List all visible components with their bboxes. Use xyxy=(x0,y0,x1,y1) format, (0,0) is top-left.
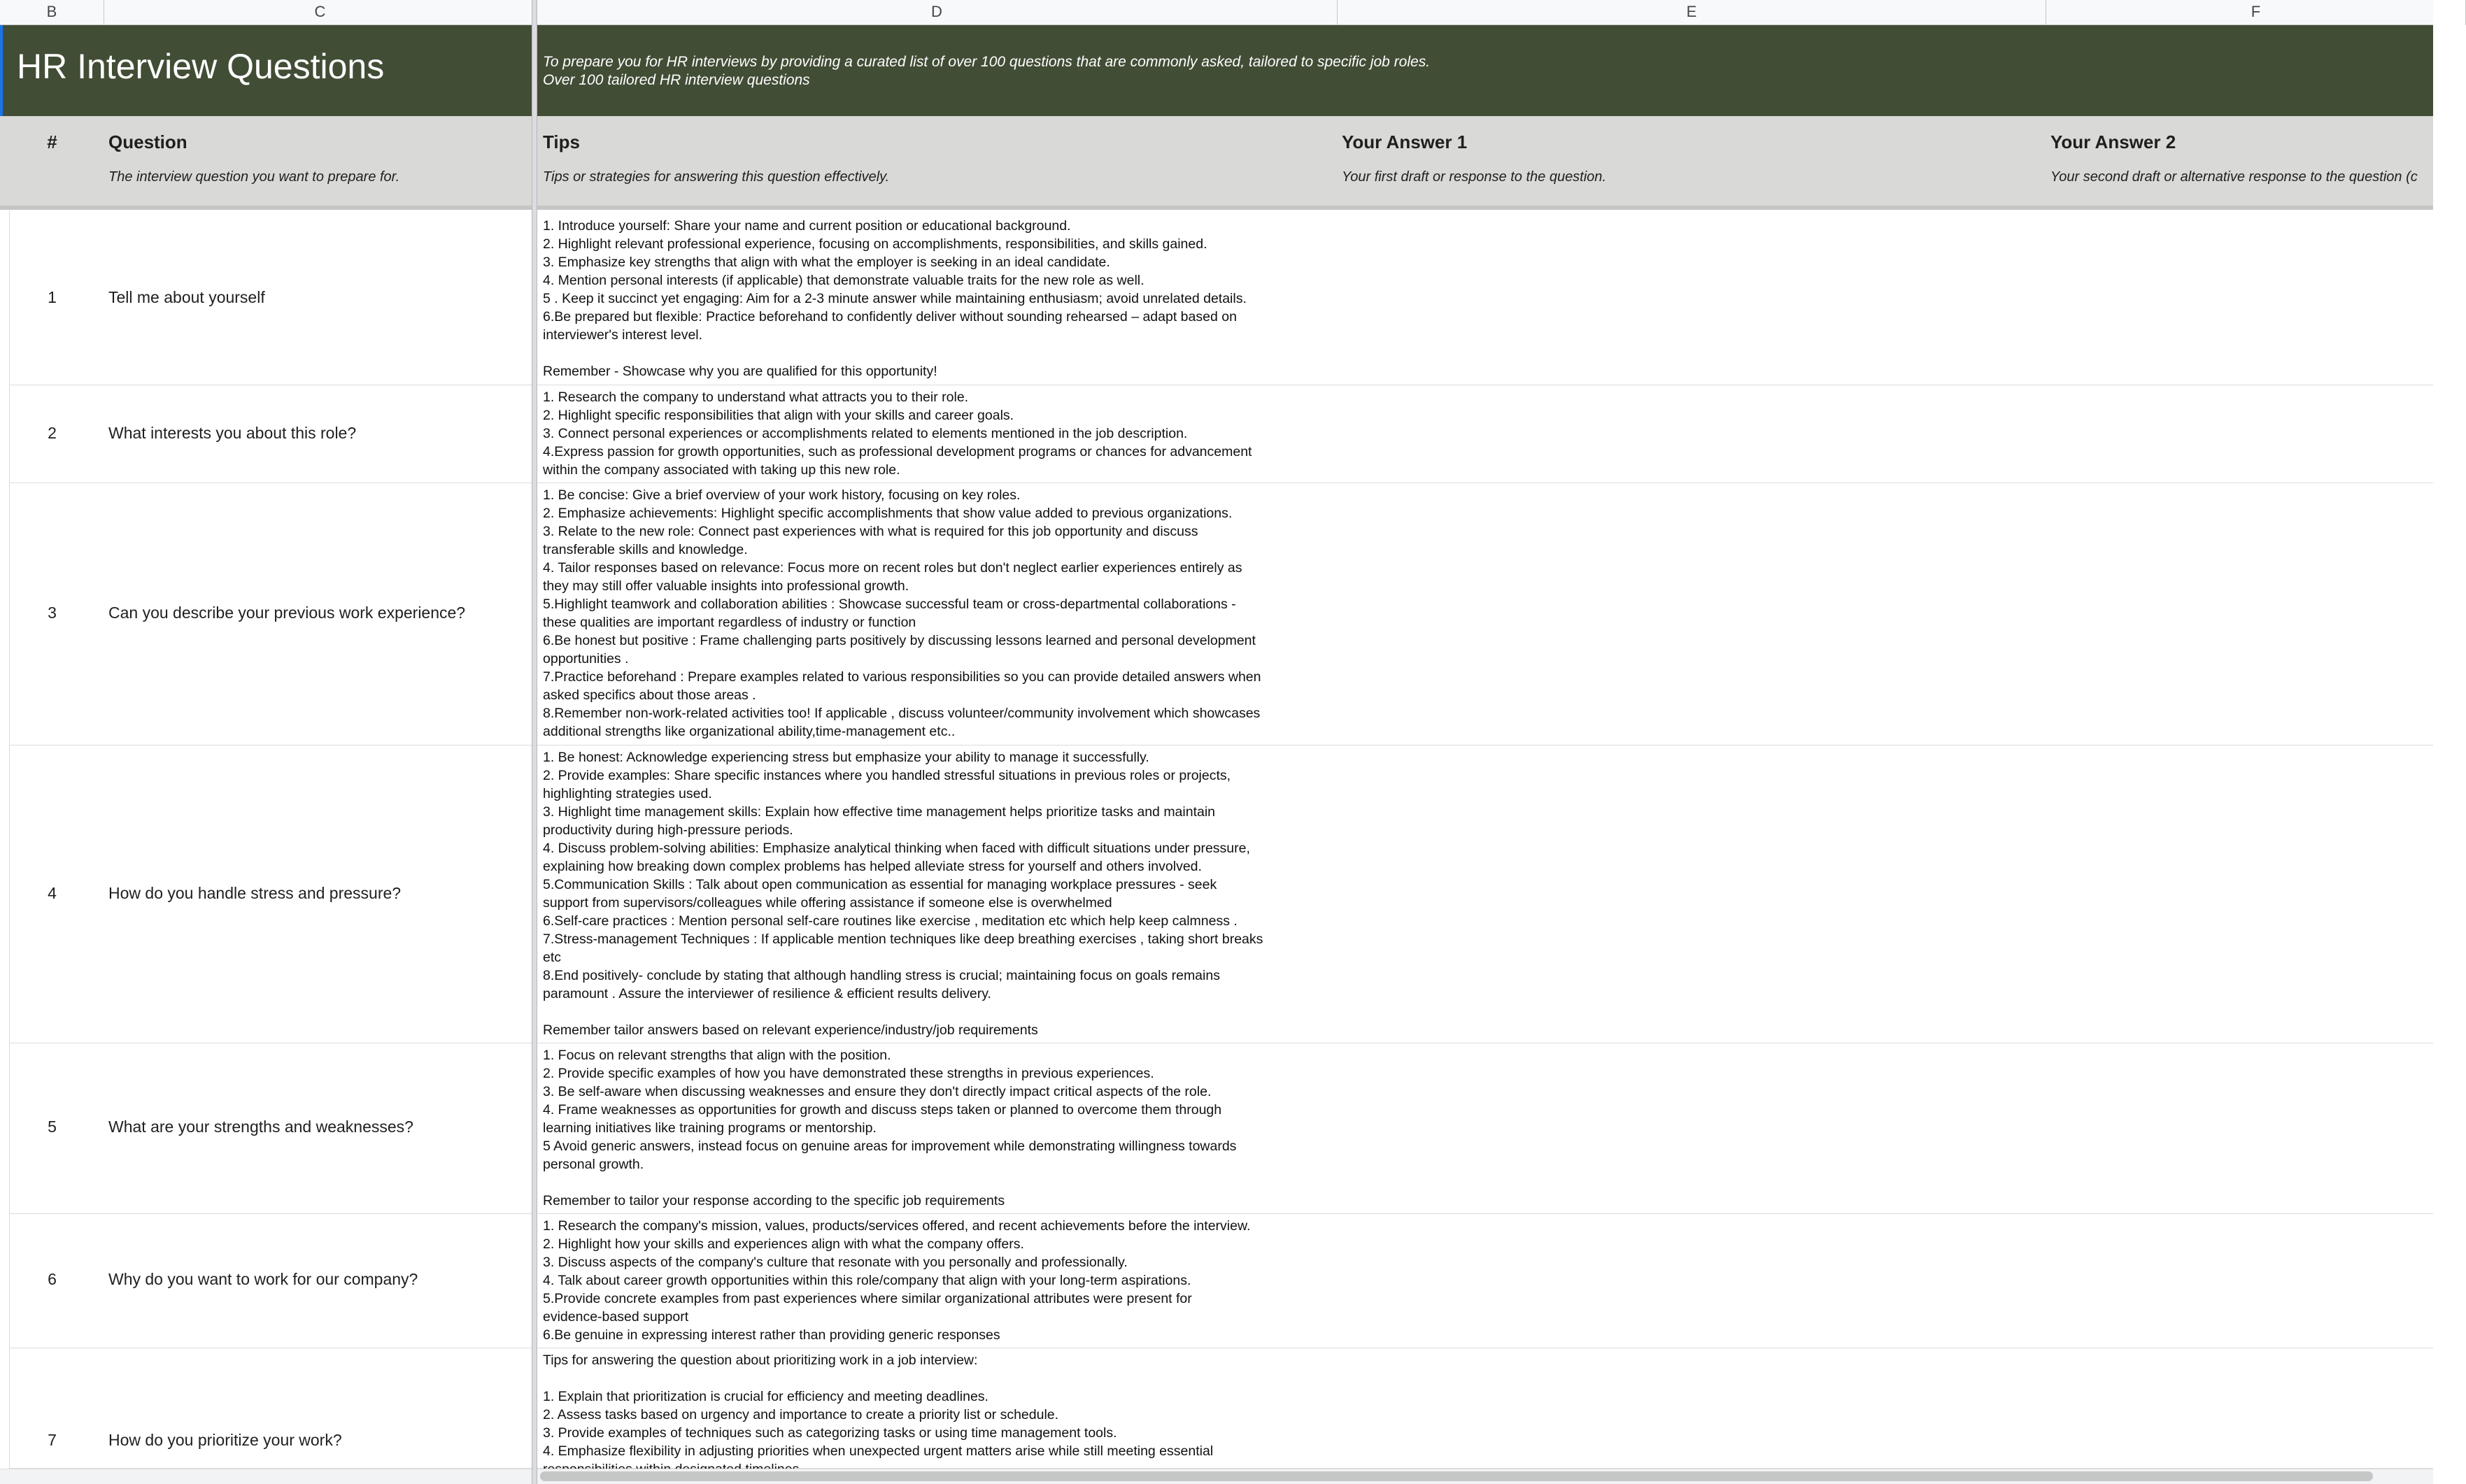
tips-cell[interactable]: 1. Focus on relevant strengths that align with the position. 2. Provide specific examples of how you have demonstrated these strengths in previous experiences. 3. Be self-aware when discussing weaknesses and ensure they don't directly impact critical aspects of the role. 4. Frame weaknesses as opportunities for growth and discuss steps taken or planned to overcome them through learning initiatives like training programs or mentorship. 5 Avoid generic answers, instead focus on genuine areas for improvement while demonstrating willingness towards personal growth. Remember to tailor your response according to the specific job requirements xyxy=(543,1048,1237,1208)
table-row[interactable] xyxy=(0,214,2433,385)
header-tips[interactable]: Tips xyxy=(543,131,580,152)
table-row[interactable] xyxy=(0,1043,2433,1214)
tips-cell[interactable]: 1. Research the company's mission, values, products/services offered, and recent achievements before the interview. 2. Highlight how your skills and experiences align with what the company offers. 3. Discuss aspects of the company's culture that resonate with you personally and professionally. 4. Talk about career growth opportunities within this role/company that align with your long-term aspirations. 5.Provide concrete examples from past experiences where similar organizational attributes were present for evidence-based support 6.Be genuine in expressing interest rather than providing generic responses xyxy=(543,1218,1251,1343)
question-cell[interactable]: How do you prioritize your work? xyxy=(108,1431,342,1449)
header-question-subtitle: The interview question you want to prepare for. xyxy=(108,169,400,185)
tips-cell[interactable]: 1. Be concise: Give a brief overview of your work history, focusing on key roles. 2. Emphasize achievements: Highlight specific accomplishments that show value added to previous organizations. 3. Relate to the new role: Connect past experiences with what is required for this job opportunity and discuss transferable skills and knowledge. 4. Tailor responses based on relevance: Focus more on recent roles but don't neglect earlier experiences entirely as they may still offer valuable insights into professional growth. 5.Highlight teamwork and collaboration abilities : Showcase successful team or cross-departmental collaborations - these qualities are important regardless of industry or function 6.Be honest but positive : Frame challenging parts positively by discussing lessons learned and personal development opportunities . 7.Practice beforehand : Prepare examples related to various responsibilities so you can provide detailed answers when asked specifics about those areas . 8.Remember non-work-related activities too! If applicable , discuss volunteer/community involvement which showcases additional strengths like organizational ability,time-management etc.. xyxy=(543,487,1261,739)
column-header-d[interactable]: D xyxy=(537,0,1338,25)
question-cell[interactable]: What are your strengths and weaknesses? xyxy=(108,1118,413,1136)
table-header-row xyxy=(0,116,2433,210)
tips-cell[interactable]: 1. Research the company to understand what attracts you to their role. 2. Highlight specific responsibilities that align with your skills and career goals. 3. Connect personal experiences or accomplishments related to elements mentioned in the job description. 4.Express passion for growth opportunities, such as professional development programs or chances for advancement within the company associated with taking up this new role. xyxy=(543,390,1252,478)
sheet-description: To prepare you for HR interviews by providing a curated list of over 100 questions that are commonly asked, tailored to specific job roles. Over 100 tailored HR interview questions xyxy=(543,54,1431,88)
row-number: 6 xyxy=(48,1270,57,1288)
table-row[interactable] xyxy=(0,1214,2433,1348)
tips-cell[interactable]: 1. Introduce yourself: Share your name and current position or educational background. 2. Highlight relevant professional experience, focusing on accomplishments, responsibilities, and skills gained. 3. Emphasize key strengths that align with what the employer is seeking in an ideal candidate. 4. Mention personal interests (if applicable) that demonstrate valuable traits for the new role as well. 5 . Keep it succinct yet engaging: Aim for a 2-3 minute answer while maintaining enthusiasm; avoid unrelated details. 6.Be prepared but flexible: Practice beforehand to confidently deliver without sounding rehearsed – adapt based on interviewer's interest level. Remember - Showcase why you are qualified for this opportunity! xyxy=(543,218,1247,379)
question-cell[interactable]: Why do you want to work for our company? xyxy=(108,1270,418,1288)
table-row[interactable] xyxy=(0,385,2433,483)
column-header-b[interactable]: B xyxy=(0,0,104,25)
table-row[interactable] xyxy=(0,483,2433,745)
header-answer-1-subtitle: Your first draft or response to the question. xyxy=(1342,169,1606,185)
table-row[interactable] xyxy=(0,745,2433,1043)
frozen-column-divider[interactable] xyxy=(532,0,537,1484)
header-question[interactable]: Question xyxy=(108,131,187,152)
header-answer-1[interactable]: Your Answer 1 xyxy=(1342,131,1468,152)
row-number: 5 xyxy=(48,1118,57,1136)
table-row[interactable] xyxy=(0,1348,2433,1469)
row-number: 7 xyxy=(48,1431,57,1449)
question-cell[interactable]: Tell me about yourself xyxy=(108,288,265,306)
row-number: 1 xyxy=(48,288,57,306)
tips-cell[interactable]: 1. Be honest: Acknowledge experiencing stress but emphasize your ability to manage it successfully. 2. Provide examples: Share specific instances where you handled stressful situations in previous roles or projects, highlighting strategies used. 3. Highlight time management skills: Explain how effective time management helps prioritize tasks and maintain productivity during high-pressure periods. 4. Discuss problem-solving abilities: Emphasize analytical thinking when faced with difficult situations under pressure, explaining how breaking down complex problems has helped alleviate stress for yourself and others involved. 5.Communication Skills : Talk about open communication as essential for managing workplace pressures - seek support from supervisors/colleagues while offering assistance if someone else is overwhelmed 6.Self-care practices : Mention personal self-care routines like exercise , meditation etc which help keep calmness . 7.Stress-management Techniques : If applicable mention techniques like deep breathing exercises , taking short breaks etc 8.End positively- conclude by stating that although handling stress is crucial; maintaining focus on goals remains paramount . Assure the interviewer of resilience & efficient results delivery. Remember tailor answers based on relevant experience/industry/job requirements xyxy=(543,750,1263,1038)
column-header-f[interactable]: F xyxy=(2046,0,2466,25)
column-header-e[interactable]: E xyxy=(1338,0,2046,25)
header-answer-2-subtitle: Your second draft or alternative response to the question (c xyxy=(2050,169,2418,185)
header-tips-subtitle: Tips or strategies for answering this question effectively. xyxy=(543,169,890,185)
sheet-title: HR Interview Questions xyxy=(17,47,385,86)
header-answer-2[interactable]: Your Answer 2 xyxy=(2050,131,2176,152)
row-number: 4 xyxy=(48,884,57,902)
question-cell[interactable]: Can you describe your previous work experience? xyxy=(108,604,466,622)
column-header-c[interactable]: C xyxy=(104,0,537,25)
question-cell[interactable]: What interests you about this role? xyxy=(108,424,357,442)
row-number: 3 xyxy=(48,604,57,622)
column-headers xyxy=(0,0,2433,25)
header-number[interactable]: # xyxy=(47,131,57,152)
row-number: 2 xyxy=(48,424,57,442)
horizontal-scrollbar-thumb[interactable] xyxy=(540,1471,2373,1481)
tips-cell[interactable]: Tips for answering the question about prioritizing work in a job interview: 1. Explain that prioritization is crucial for efficiency and meeting deadlines. 2. Assess tasks based on urgency and importance to create a priority list or schedule. 3. Provide examples of techniques such as categorizing tasks or using time management tools. 4. Emphasize flexibility in adjusting priorities when unexpected urgent matters arise while still meeting essential xyxy=(543,1353,1214,1459)
question-cell[interactable]: How do you handle stress and pressure? xyxy=(108,884,402,902)
row-gutter xyxy=(0,210,10,1484)
